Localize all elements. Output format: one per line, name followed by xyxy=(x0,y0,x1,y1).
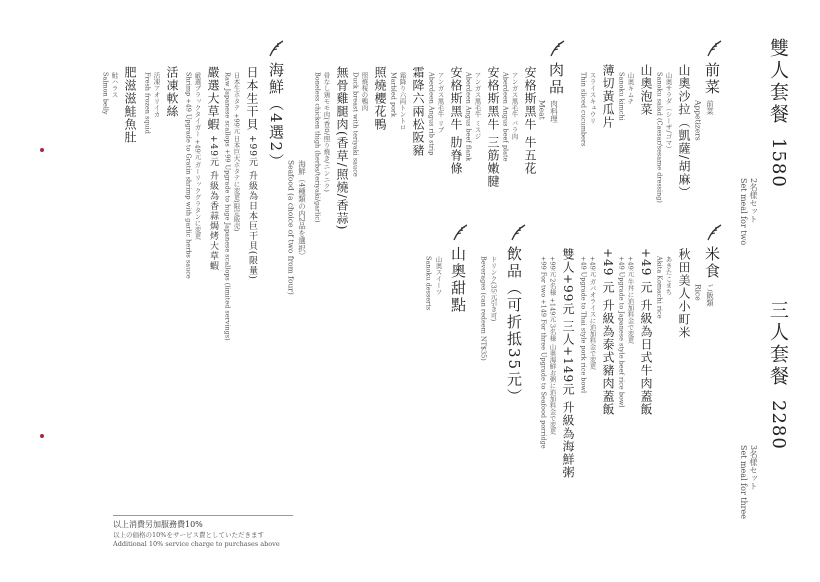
appetizers-en: Appetizers xyxy=(693,100,703,141)
appetizer-item-name: 薄切黃瓜片 xyxy=(601,64,615,129)
appetizer-item-en: Sanoku kimchi xyxy=(617,72,626,121)
appetizer-item-en: Thin sliced cucumbers xyxy=(579,72,588,147)
seafood-item-name: 嚴選大草蝦+49元 升級為香蒜焗烤大草蝦 xyxy=(206,66,220,271)
meat-item-jp: 照焼桜の鴨肉 xyxy=(360,72,369,111)
seafood-note-en: Seafood (a choice of two from four) xyxy=(286,160,296,295)
drinks-en: Beverages (can redeem NT$35) xyxy=(479,256,488,361)
seafood-item-name: 活凍軟絲 xyxy=(165,66,179,118)
seafood-item-name: 日本生干貝+99元 升級為日本巨干貝(限量) xyxy=(245,66,259,280)
drinks-jp: ドリンク(35元引き可) xyxy=(489,256,498,322)
appetizer-item-en: Sanoku salad (Caesar/sesame dressing) xyxy=(655,72,664,203)
meat-item-name: 無骨雞腿肉(香草/照燒/香蒜) xyxy=(335,66,349,231)
rice-item-name: 秋田美人小町米 xyxy=(677,248,691,339)
service-charge-jp: 以上の価格の10%をサービス費としていただきます xyxy=(113,530,264,539)
leaf-brush-icon xyxy=(508,222,528,242)
leaf-brush-icon xyxy=(547,38,567,58)
set-three-en: Set meal for three xyxy=(739,445,748,519)
leaf-brush-icon xyxy=(704,38,724,58)
seafood-item-en: Salmon belly xyxy=(101,72,110,115)
rice-porridge-en: +99 For two +149 For three Upgrade to Seafood porridge xyxy=(539,256,548,449)
rice-item-jp: +49元 牛丼に追加料金で変更 xyxy=(626,256,635,344)
appetizers-title: 前菜 xyxy=(703,62,721,96)
leaf-brush-icon xyxy=(266,38,286,58)
meat-item-name: 安格斯黑牛 肋脊條 xyxy=(449,66,463,175)
meat-title: 肉品 xyxy=(547,62,565,96)
seafood-title: 海鮮（4選2） xyxy=(267,62,285,171)
meat-item-name: 霜降六兩松阪豬 xyxy=(411,66,425,157)
dessert-en: Sanoku desserts xyxy=(424,256,433,311)
rice-en: Rice xyxy=(693,284,703,301)
set-three-title: 三人套餐2280 xyxy=(767,300,789,450)
meat-item-en: Aberdeen Angus beef plate xyxy=(501,72,510,162)
appetizer-item-jp: 山奥キムチ xyxy=(626,72,635,105)
rice-item-name: +49 元 升級為日式牛肉蓋飯 xyxy=(639,248,653,416)
seafood-item-en: Raw Japanese scallops +99 Upgrade to huge Japanese scallops (limited servings) xyxy=(223,72,232,341)
service-charge-note xyxy=(113,515,293,548)
meat-item-name: 照燒櫻花鴨 xyxy=(373,66,387,131)
meat-item-en: Duck breast with teriyaki sauce xyxy=(351,72,360,177)
seafood-item-jp: 鮭ハラス xyxy=(110,72,119,98)
seafood-item-name: 肥滋滋鮭魚肚 xyxy=(123,66,137,144)
leaf-brush-icon xyxy=(704,222,724,242)
set-two-jp: 2名様セット xyxy=(749,178,758,224)
red-dot xyxy=(40,434,44,438)
dessert-jp: 山奥スイーツ xyxy=(434,256,443,295)
rice-item-en: Akita Komachi rice xyxy=(655,256,664,319)
red-dot xyxy=(40,148,44,152)
meat-item-jp: 霜降り六両トントロ xyxy=(398,72,407,131)
rice-item-jp: +49元 ガパオライスに追加料金で変更 xyxy=(588,256,597,370)
rice-item-en: +49 Upgrade to Japanese style beef rice bowl xyxy=(617,256,626,408)
leaf-brush-icon xyxy=(450,222,470,242)
seafood-item-jp: 日本生ホタテ +99元 日本巨大ホタテに変更(限定販売) xyxy=(232,72,241,232)
meat-item-jp: 骨なし鶏モモ肉(香草/照り焼き/ニンニク) xyxy=(322,72,331,192)
meat-item-en: Aberdeen Angus beef flank xyxy=(464,72,473,162)
rice-jp: ご飯類 xyxy=(705,284,715,307)
appetizers-jp: 前菜 xyxy=(705,100,715,115)
rice-porridge-jp: +99元 2名様 +149元 3名様 山奥海鮮お粥に追加料金で変更 xyxy=(548,256,557,435)
meat-jp: 肉料理 xyxy=(549,100,559,123)
meat-en: Meat xyxy=(537,100,547,120)
rice-item-name: +49 元 升級為泰式豬肉蓋飯 xyxy=(601,248,615,416)
set-three-jp: 3名様セット xyxy=(749,445,758,491)
rice-item-en: +49 Upgrade to Thai style pork rice bowl xyxy=(579,256,588,394)
drinks-title: 飲品（可折抵35元） xyxy=(505,246,523,406)
meat-item-jp: アンガス黒毛牛 リブ xyxy=(436,72,445,133)
appetizer-item-name: 山奧泡菜 xyxy=(639,64,653,116)
seafood-note-jp: 海鮮（4種類の内2品を選択） xyxy=(297,160,307,260)
meat-item-en: Marbled pork xyxy=(389,72,398,118)
service-charge-en: Additional 10% service charge to purchases above xyxy=(113,539,280,548)
dessert-title: 山奧甜點 xyxy=(449,246,467,314)
meat-item-name: 安格斯黑牛 三筋嫩腱 xyxy=(486,66,500,188)
seafood-item-en: Shrimp +49 Upgrade to Gratin shrimp with garlic herbs sauce xyxy=(184,72,193,279)
seafood-item-jp: 活凍アオリイカ xyxy=(152,72,161,118)
rice-title: 米食 xyxy=(703,246,721,280)
meat-item-name: 安格斯黑牛 牛五花 xyxy=(523,66,537,175)
meat-item-jp: アンガス黒毛牛 バラ肉 xyxy=(510,72,519,140)
seafood-item-jp: 厳選ブラックタイガー +49元 ガーリックグラタンに変更 xyxy=(193,72,202,240)
service-charge-zh: 以上消費另加服務費10% xyxy=(113,520,203,529)
seafood-item-en: Fresh frozen squid xyxy=(143,72,152,134)
meat-item-en: Boneless chicken thigh (herbs/teriyaki/garlic) xyxy=(313,72,322,223)
rice-item-jp: あきたこまち xyxy=(664,256,673,295)
appetizer-item-jp: 山奥サラダ（シーザ/ゴマ） xyxy=(664,72,673,153)
appetizer-item-name: 山奧沙拉（凱薩/胡麻） xyxy=(677,64,691,200)
set-two-title: 雙人套餐1580 xyxy=(767,38,789,188)
appetizer-item-jp: スライスキュウリ xyxy=(588,72,597,124)
set-two-en: Set meal for two xyxy=(739,178,748,246)
meat-item-en: Aberdeen Angus rib strip xyxy=(427,72,436,156)
rice-porridge-name: 雙人+99元 三人+149元 升級為海鮮粥 xyxy=(561,248,575,479)
meat-item-jp: アンガス黒毛牛 ミスジ xyxy=(473,72,482,140)
